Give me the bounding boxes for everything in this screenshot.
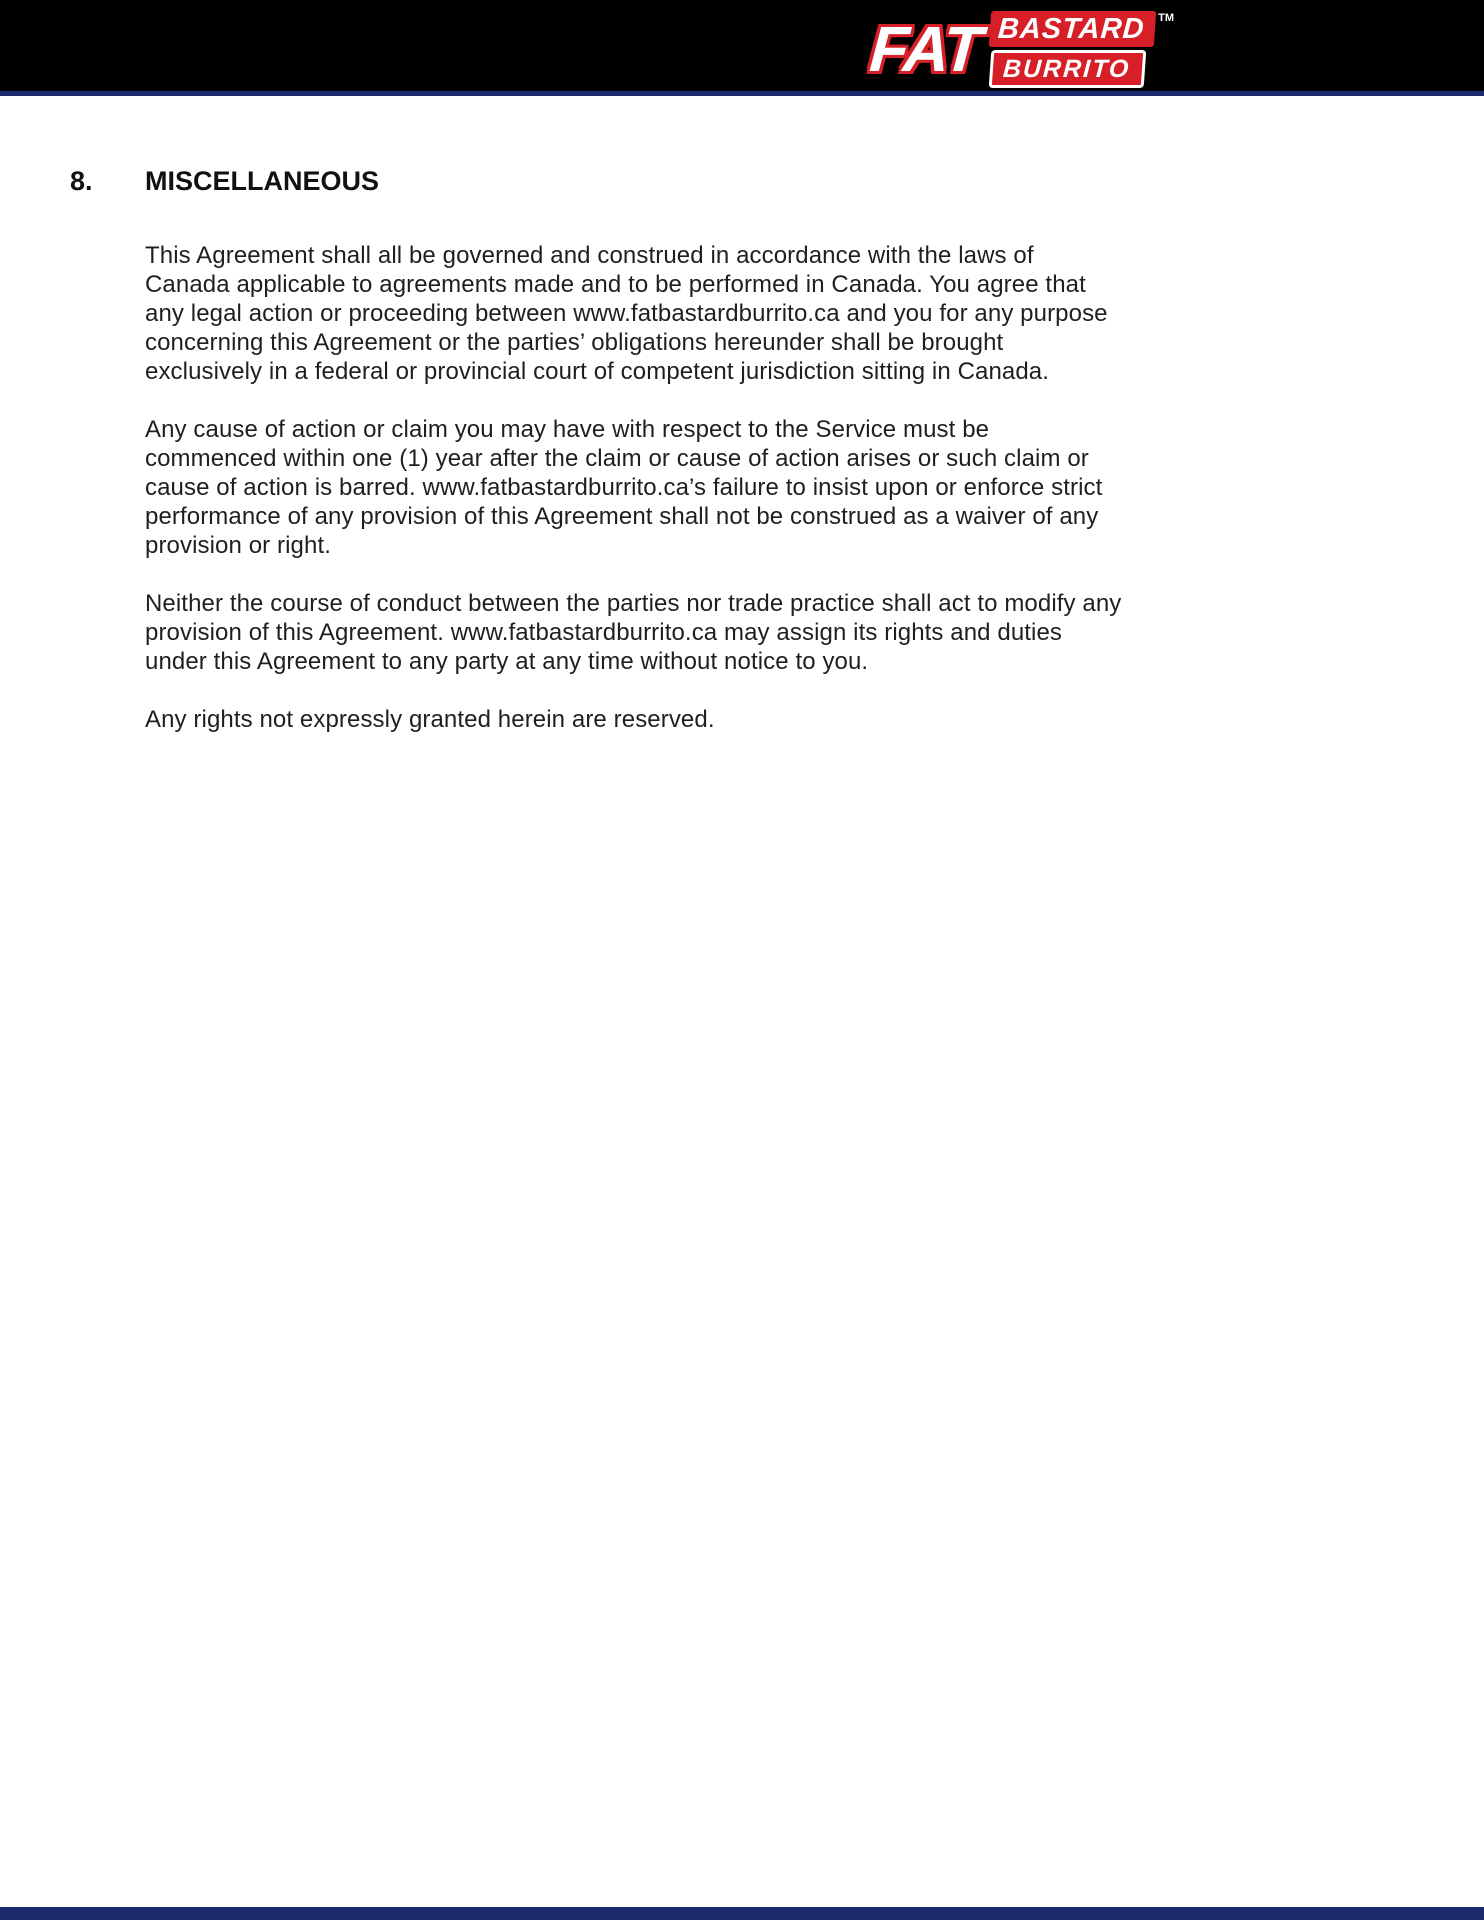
document-page (0, 101, 1484, 763)
logo-badge-stack (990, 11, 1155, 88)
section-heading (70, 167, 1414, 197)
footer-accent-bar (0, 1907, 1484, 1920)
header-bar (0, 0, 1484, 96)
trademark-symbol: TM (1158, 12, 1174, 24)
paragraph-course-of-conduct: Neither the course of conduct between the parties nor trade practice shall act to modify any provision of this Agreement. www.fatbastardburrito.ca may assign its rights and duties under this Agreement to any party at any time without notice to you. (145, 589, 1122, 675)
brand-logo (860, 10, 1184, 88)
section-title: MISCELLANEOUS (145, 166, 380, 196)
burrito-badge: BURRITO (989, 50, 1147, 88)
paragraph-rights-reserved: Any rights not expressly granted herein are reserved. (145, 705, 715, 733)
section-number: 8. (70, 166, 93, 196)
bastard-badge: BASTARD (989, 11, 1156, 47)
fat-wordmark: FAT (867, 13, 984, 85)
paragraph-governing-law: This Agreement shall all be governed and construed in accordance with the laws of Canada applicable to agreements made and to be performed in Canada. You agree that any legal action or proceeding between www.fatbastardburrito.ca and you for any purpose concerning this Agreement or the parties’ obligations hereunder shall be brought exclusively in a federal or provincial court of competent jurisdiction sitting in Canada. (145, 241, 1108, 385)
paragraph-cause-of-action: Any cause of action or claim you may have with respect to the Service must be commenced within one (1) year after the claim or cause of action arises or such claim or cause of action is barred. www.fatbastardburrito.ca’s failure to insist upon or enforce strict performance of any provision of this Agreement shall not be construed as a waiver of any provision or right. (145, 415, 1103, 559)
section-body (145, 241, 1125, 734)
